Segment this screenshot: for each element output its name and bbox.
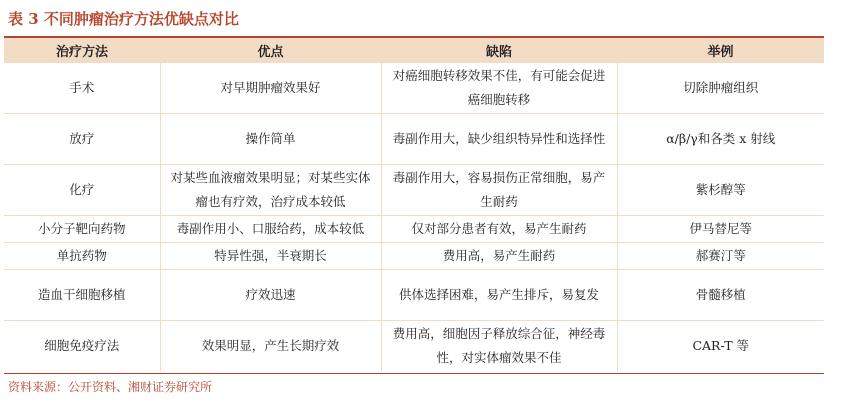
cell-example: 切除肿瘤组织 xyxy=(617,63,824,114)
table-row xyxy=(4,270,824,321)
cell-pros: 毒副作用小、口服给药，成本较低 xyxy=(160,216,381,243)
cell-method: 放疗 xyxy=(4,114,160,165)
column-header-pros: 优点 xyxy=(160,38,381,63)
column-header-method: 治疗方法 xyxy=(4,38,160,63)
cell-method: 单抗药物 xyxy=(4,243,160,270)
cell-example: 骨髓移植 xyxy=(617,270,824,321)
bottom-rule xyxy=(4,373,824,374)
cell-example: 郝赛汀等 xyxy=(617,243,824,270)
cell-pros: 操作简单 xyxy=(160,114,381,165)
cell-cons: 费用高，易产生耐药 xyxy=(381,243,617,270)
table-row xyxy=(4,321,824,372)
comparison-table xyxy=(4,38,824,371)
table-title: 表 3 不同肿瘤治疗方法优缺点对比 xyxy=(8,10,239,28)
table-row xyxy=(4,165,824,216)
cell-pros: 对某些血液瘤效果明显；对某些实体瘤也有疗效，治疗成本较低 xyxy=(160,165,381,216)
table-row xyxy=(4,243,824,270)
table-row xyxy=(4,114,824,165)
cell-method: 造血干细胞移植 xyxy=(4,270,160,321)
column-header-cons: 缺陷 xyxy=(381,38,617,63)
table-row xyxy=(4,216,824,243)
cell-example: 紫杉醇等 xyxy=(617,165,824,216)
cell-pros: 特异性强，半衰期长 xyxy=(160,243,381,270)
cell-cons: 供体选择困难，易产生排斥，易复发 xyxy=(381,270,617,321)
cell-cons: 毒副作用大，容易损伤正常细胞，易产生耐药 xyxy=(381,165,617,216)
table-header-row xyxy=(4,38,824,63)
cell-example: 伊马替尼等 xyxy=(617,216,824,243)
cell-pros: 对早期肿瘤效果好 xyxy=(160,63,381,114)
cell-method: 小分子靶向药物 xyxy=(4,216,160,243)
cell-method: 细胞免疫疗法 xyxy=(4,321,160,372)
source-note: 资料来源：公开资料、湘财证券研究所 xyxy=(8,380,213,394)
cell-cons: 毒副作用大，缺少组织特异性和选择性 xyxy=(381,114,617,165)
cell-example: CAR-T 等 xyxy=(617,321,824,372)
table-row xyxy=(4,63,824,114)
cell-cons: 仅对部分患者有效，易产生耐药 xyxy=(381,216,617,243)
cell-example: α/β/γ和各类 x 射线 xyxy=(617,114,824,165)
column-header-example: 举例 xyxy=(617,38,824,63)
cell-method: 化疗 xyxy=(4,165,160,216)
cell-pros: 疗效迅速 xyxy=(160,270,381,321)
cell-pros: 效果明显，产生长期疗效 xyxy=(160,321,381,372)
cell-cons: 费用高，细胞因子释放综合征，神经毒性，对实体瘤效果不佳 xyxy=(381,321,617,372)
cell-method: 手术 xyxy=(69,80,95,95)
cell-cons: 对癌细胞转移效果不佳，有可能会促进癌细胞转移 xyxy=(381,63,617,114)
